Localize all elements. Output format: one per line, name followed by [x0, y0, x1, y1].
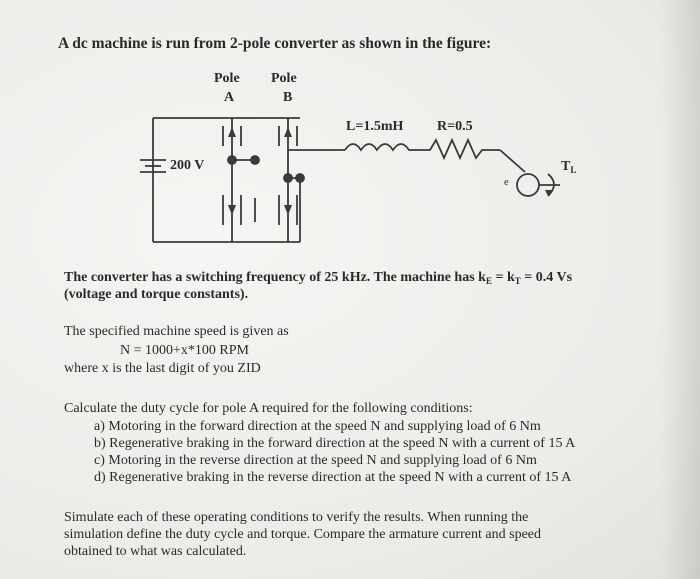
pole-a-label-line2: A — [224, 90, 235, 105]
duty-cycle-intro: Calculate the duty cycle for pole A required for the following conditions: — [64, 401, 473, 416]
motor-symbol — [517, 174, 539, 196]
resistor-symbol — [421, 140, 500, 158]
constants-note: (voltage and torque constants). — [64, 287, 249, 302]
speed-formula: N = 1000+x*100 RPM — [120, 343, 249, 358]
pole-b-label-line2: B — [283, 90, 293, 105]
condition-b: b) Regenerative braking in the forward direction at the speed N with a current of 15 A — [94, 436, 576, 451]
dc-voltage-label: 200 V — [170, 158, 205, 173]
simulate-line-1: Simulate each of these operating conditions to verify the results. When running the — [64, 510, 529, 525]
problem-title: A dc machine is run from 2-pole converter as shown in the figure: — [58, 35, 492, 52]
condition-d: d) Regenerative braking in the reverse direction at the speed N with a current of 15 A — [94, 470, 572, 485]
condition-a: a) Motoring in the forward direction at the speed N and supplying load of 6 Nm — [94, 419, 541, 434]
simulate-line-2: simulation define the duty cycle and torque. Compare the armature current and speed — [64, 527, 541, 542]
pole-b-label-line1: Pole — [271, 71, 297, 86]
emf-label: e — [504, 177, 509, 188]
resistance-label: R=0.5 — [437, 119, 473, 134]
switching-frequency-line: The converter has a switching frequency of 25 kHz. The machine has $k_E = k_T = 0.4$ Vs — [64, 270, 573, 286]
inductor-symbol — [345, 144, 421, 150]
wire-to-motor-top — [500, 150, 525, 172]
condition-c: c) Motoring in the reverse direction at the speed N and supplying load of 6 Nm — [94, 453, 537, 468]
pole-a-leg — [223, 118, 259, 242]
zid-note: where x is the last digit of you ZID — [64, 361, 261, 376]
load-torque-label: $T_L$ — [561, 159, 577, 175]
pole-a-label-line1: Pole — [214, 71, 240, 86]
inductance-label: L=1.5mH — [346, 119, 404, 134]
simulate-line-3: obtained to what was calculated. — [64, 544, 247, 559]
speed-intro: The specified machine speed is given as — [64, 324, 289, 339]
